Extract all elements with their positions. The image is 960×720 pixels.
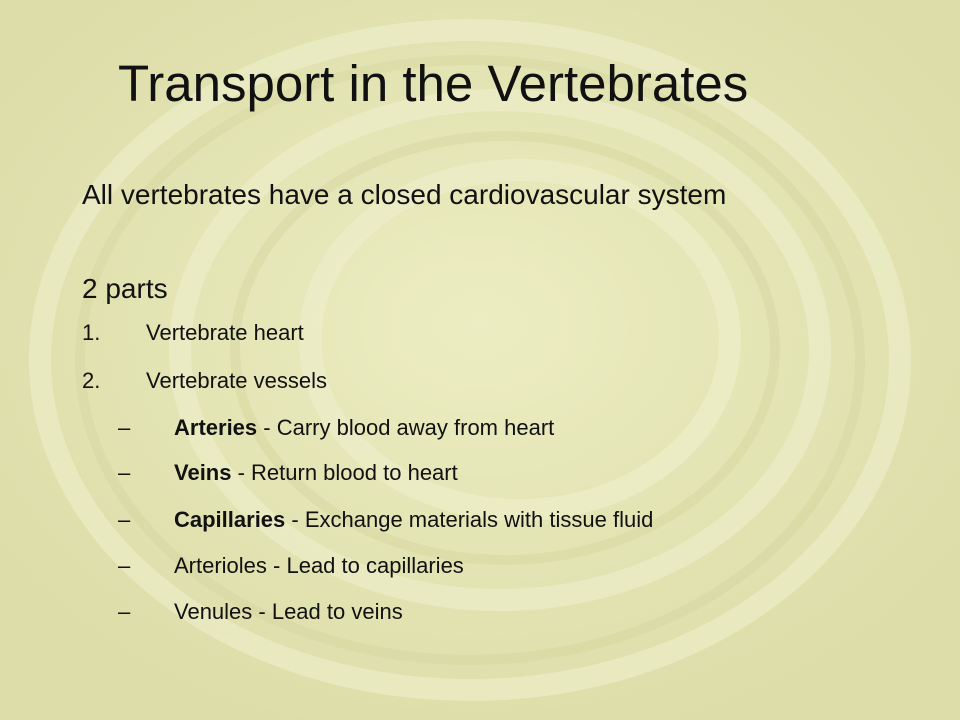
list-item-text [174,507,653,533]
list-item-text [174,599,403,625]
dash-marker: – [118,460,131,485]
dash-marker: – [118,507,131,532]
slide-title: Transport in the Vertebrates [118,55,749,112]
list-item-text [174,553,464,579]
vessel-term: Arteries [174,415,258,440]
vessel-desc: Arterioles - Lead to capillaries [174,553,464,578]
list-item-text: Vertebrate vessels [146,368,327,393]
vessel-desc: - Return blood to heart [231,460,458,485]
parts-heading: 2 parts [82,273,168,304]
list-marker: 1. [82,320,101,345]
dash-marker: – [118,599,131,624]
intro-text: All vertebrates have a closed cardiovascular system [82,179,727,210]
vessel-term: Capillaries [174,507,286,532]
list-item-text [174,460,458,486]
list-item-text: Vertebrate heart [146,320,304,345]
list-item-text [174,415,554,441]
vessel-desc: Venules - Lead to veins [174,599,403,624]
vessel-term: Veins [174,460,232,485]
vessel-desc: - Exchange materials with tissue fluid [285,507,654,532]
vessel-desc: - Carry blood away from heart [257,415,555,440]
dash-marker: – [118,553,131,578]
dash-marker: – [118,415,131,440]
list-marker: 2. [82,368,101,393]
